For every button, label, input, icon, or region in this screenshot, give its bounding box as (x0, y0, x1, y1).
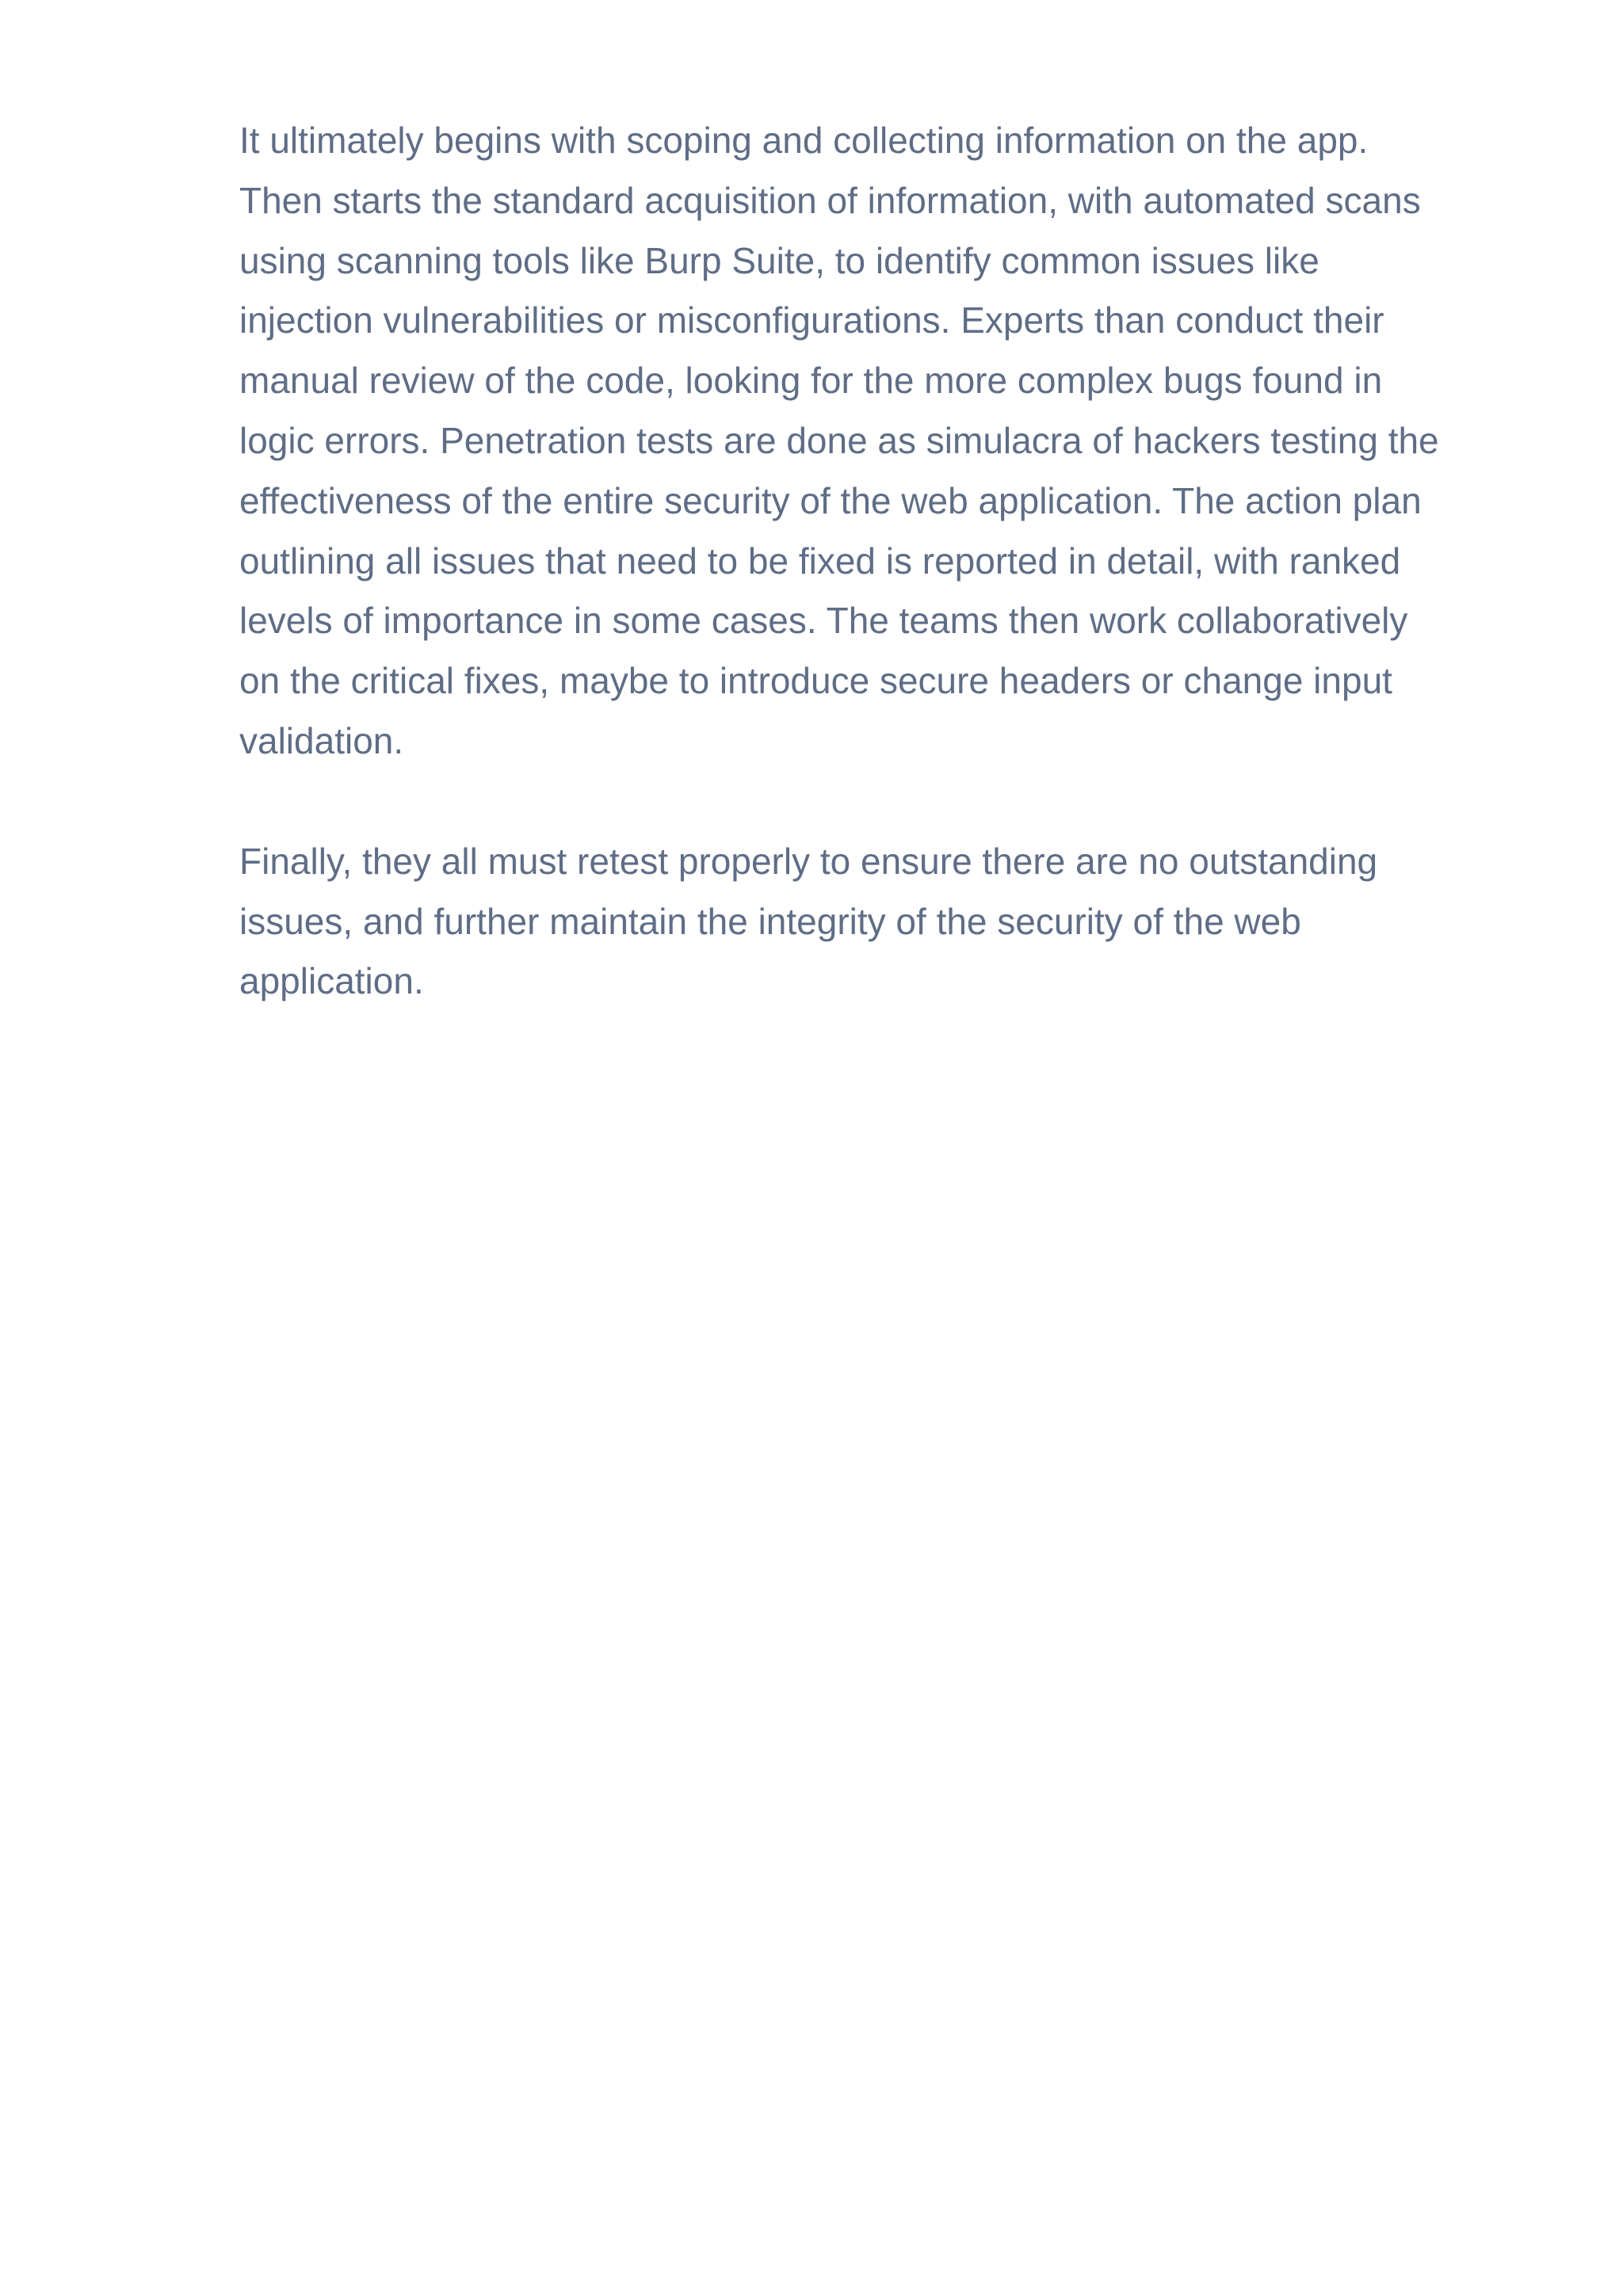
paragraph-process: It ultimately begins with scoping and collecting information on the app. Then starts the standard acquisition of information, with automated scans using scanning tools like Burp Suite, to identify common issues like injection vulnerabilities or misconfigurations. Experts than conduct their manual review of the code, looking for the more complex bugs found in logic errors. Penetration tests are done as simulacra of hackers testing the effectiveness of the entire security of the web application. The action plan outlining all issues that need to be fixed is reported in detail, with ranked levels of importance in some cases. The teams then work collaboratively on the critical fixes, maybe to introduce secure headers or change input validation. (239, 120, 1439, 761)
paragraph-retest: Finally, they all must retest properly to ensure there are no outstanding issues, and further maintain the integrity of the security of the web application. (239, 840, 1378, 1002)
document-body (239, 111, 1444, 1012)
